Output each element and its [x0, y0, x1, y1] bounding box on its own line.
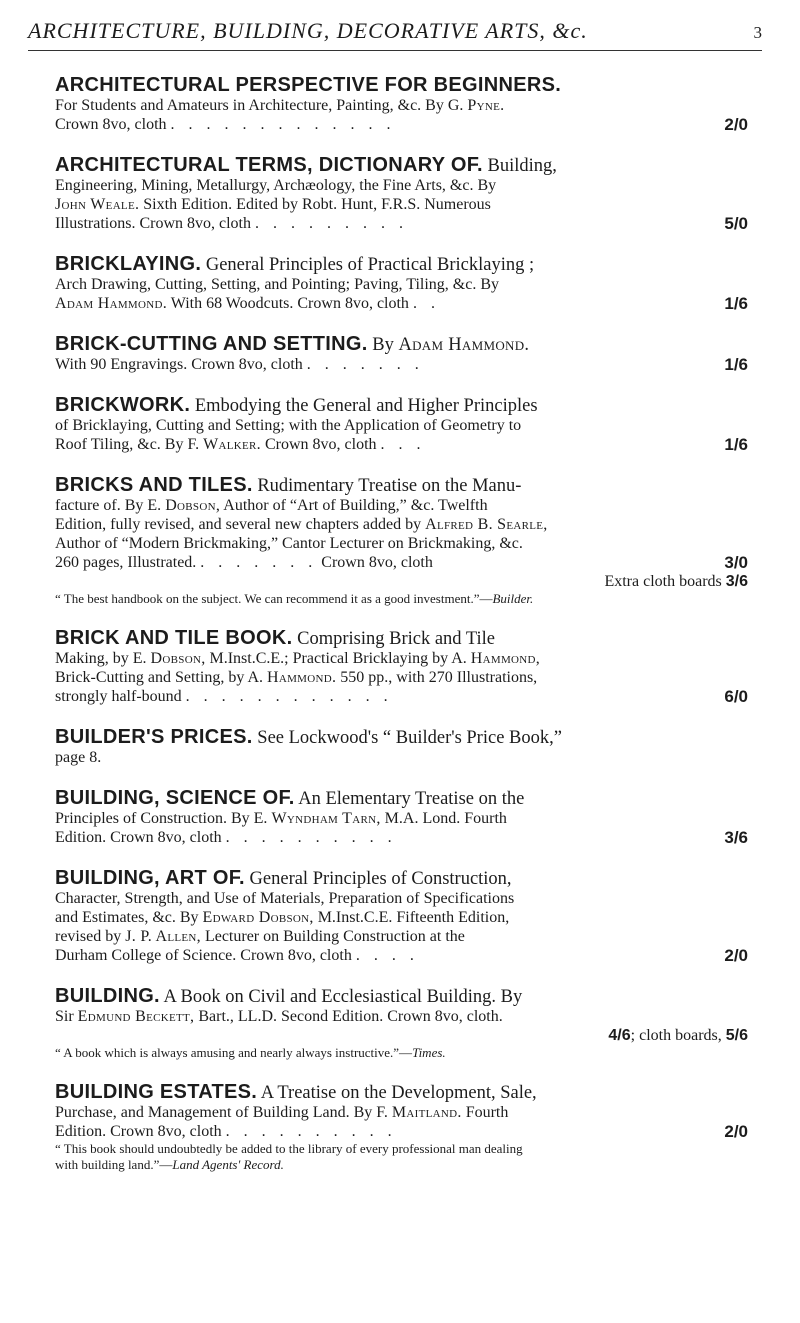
entry-price: 3/6 [724, 828, 748, 847]
quote-text: with building land.”— [55, 1157, 173, 1172]
entry-text: Crown 8vo, cloth [55, 116, 167, 133]
entry-author: J. P. Allen, [125, 928, 201, 945]
entry-text: Sir [55, 1008, 78, 1025]
entry-text: A Treatise on the Development, Sale, [257, 1083, 537, 1103]
entry-text: Embodying the General and Higher Principles [190, 396, 538, 416]
entry-text: Crown 8vo, cloth [260, 436, 377, 453]
entry-price: 2/0 [724, 946, 748, 965]
entry-text: Comprising Brick and Tile [292, 629, 495, 649]
catalogue-entry [55, 156, 748, 233]
entry-heading: BUILDING. [55, 985, 160, 1007]
entry-text: Rudimentary Treatise on the Manu- [252, 476, 522, 496]
entry-text: of Bricklaying, Cutting and Setting; with the Application of Geometry to [55, 417, 522, 434]
entry-text: strongly half-bound [55, 688, 182, 705]
entry-price: 1/6 [724, 355, 748, 374]
entry-text: Author of “Modern Brickmaking,” Cantor Lecturer on Brickmaking, &c. [55, 535, 523, 552]
catalogue-entry [55, 987, 748, 1061]
entry-author: Wyndham Tarn, [271, 810, 381, 827]
entry-price: 1/6 [724, 294, 748, 313]
entry-author: Adam Hammond. [398, 335, 530, 355]
entry-text: revised by [55, 928, 126, 945]
quote-source: Builder. [492, 591, 534, 606]
entry-text: With 68 Woodcuts. Crown 8vo, cloth [167, 295, 409, 312]
entry-price: 6/0 [724, 687, 748, 706]
entry-text: 550 pp., with 270 Illustrations, [336, 669, 538, 686]
leader-dots: . . . . . . . . . . [225, 829, 397, 846]
catalogue-entries [55, 76, 748, 1195]
entry-text: See Lockwood's “ Builder's Price Book,” [252, 728, 562, 748]
entry-author: Alfred B. Searle, [425, 516, 548, 533]
entry-author: Edmund Beckett, [77, 1008, 195, 1025]
entry-heading: BUILDING, SCIENCE OF. [55, 787, 295, 809]
entry-price: 2/0 [724, 115, 748, 134]
entry-heading: ARCHITECTURAL TERMS, DICTIONARY OF. [55, 154, 483, 176]
review-quote-continued [55, 1157, 748, 1173]
page-number: 3 [753, 23, 762, 42]
entry-text: General Principles of Practical Bricklaying ; [201, 255, 535, 275]
leader-dots: . . . . . . . . . [254, 215, 408, 232]
entry-text: With 90 Engravings. Crown 8vo, cloth [55, 356, 303, 373]
quote-text: “ This book should undoubtedly be added to the library of every professional man dealing [55, 1141, 523, 1156]
entry-text: page 8. [55, 749, 102, 766]
catalogue-entry [55, 255, 748, 313]
leader-dots: . . . . . . . [306, 356, 424, 373]
entry-text: M.A. Lond. Fourth [380, 810, 507, 827]
entry-heading: ARCHITECTURAL PERSPECTIVE FOR BEGINNERS. [55, 74, 562, 96]
entry-author: Maitland. [391, 1104, 462, 1121]
entry-text: Crown 8vo, cloth [321, 554, 433, 571]
entry-text: M.Inst.C.E.; Practical Bricklaying by A. [205, 650, 471, 667]
entry-text: Illustrations. Crown 8vo, cloth [55, 215, 251, 232]
entry-text: Edition. Crown 8vo, cloth [55, 829, 222, 846]
quote-text: “ The best handbook on the subject. We can recommend it as a good investment.”— [55, 591, 493, 606]
leader-dots: . . . . [355, 947, 419, 964]
leader-dots: . . . . . . . . . . . . [185, 688, 393, 705]
entry-text: Lecturer on Building Construction at the [200, 928, 465, 945]
entry-heading: BUILDER'S PRICES. [55, 726, 253, 748]
entry-text: An Elementary Treatise on the [294, 789, 525, 809]
entry-heading: BRICKS AND TILES. [55, 474, 253, 496]
entry-text: Character, Strength, and Use of Materials, Preparation of Specifications [55, 890, 515, 907]
leader-dots: . . . [380, 436, 426, 453]
entry-text: Bart., LL.D. Second Edition. Crown 8vo, cloth. [194, 1008, 503, 1025]
review-quote [55, 1045, 748, 1061]
review-quote [55, 591, 748, 607]
entry-author: Dobson, [150, 650, 206, 667]
entry-text: ; cloth boards, [630, 1027, 726, 1044]
entry-text: Building, [482, 156, 557, 176]
entry-text: Sixth Edition. Edited by Robt. Hunt, F.R.S. Numerous [139, 196, 491, 213]
entry-heading: BRICK AND TILE BOOK. [55, 627, 293, 649]
entry-text: Extra cloth boards [604, 573, 722, 590]
entry-text: General Principles of Construction, [244, 869, 512, 889]
entry-heading: BUILDING, ART OF. [55, 867, 245, 889]
quote-text: “ A book which is always amusing and nearly always instructive.”— [55, 1045, 413, 1060]
catalogue-entry [55, 396, 748, 454]
entry-text: By [367, 335, 399, 355]
leader-dots: . . . . . . . [200, 554, 318, 571]
entry-price: 5/0 [724, 214, 748, 233]
catalogue-entry [55, 1083, 748, 1173]
entry-heading: BUILDING ESTATES. [55, 1081, 258, 1103]
running-head [28, 18, 762, 51]
entry-text: Principles of Construction. By E. [55, 810, 272, 827]
running-head-title: ARCHITECTURE, BUILDING, DECORATIVE ARTS, &c. [28, 18, 588, 43]
entry-text: Roof Tiling, &c. By F. [55, 436, 204, 453]
leader-dots: . . [412, 295, 440, 312]
entry-author: Walker. [203, 436, 261, 453]
entry-author: Hammond, [470, 650, 541, 667]
entry-text: Purchase, and Management of Building Land. By F. [55, 1104, 392, 1121]
entry-heading: BRICKWORK. [55, 394, 191, 416]
entry-text: Fourth [461, 1104, 509, 1121]
entry-text: Durham College of Science. Crown 8vo, cloth [55, 947, 352, 964]
entry-text: facture of. By E. [55, 497, 166, 514]
entry-text: and Estimates, &c. By [55, 909, 203, 926]
entry-author: Dobson, [165, 497, 221, 514]
catalogue-entry [55, 629, 748, 706]
entry-price: 2/0 [724, 1122, 748, 1141]
catalogue-entry [55, 476, 748, 607]
entry-author: Pyne. [467, 97, 505, 114]
entry-text: A Book on Civil and Ecclesiastical Building. By [159, 987, 523, 1007]
catalogue-entry [55, 789, 748, 847]
entry-text: Arch Drawing, Cutting, Setting, and Pointing; Paving, Tiling, &c. By [55, 276, 500, 293]
entry-text: Author of “Art of Building,” &c. Twelfth [220, 497, 488, 514]
entry-text: M.Inst.C.E. Fifteenth Edition, [313, 909, 510, 926]
entry-author: Hammond. [267, 669, 337, 686]
review-quote [55, 1141, 748, 1157]
entry-author: John Weale. [55, 196, 140, 213]
entry-heading: BRICK-CUTTING AND SETTING. [55, 333, 368, 355]
catalogue-entry [55, 728, 748, 767]
quote-source: Times. [412, 1045, 446, 1060]
catalogue-entry [55, 76, 748, 134]
entry-text: Brick-Cutting and Setting, by A. [55, 669, 267, 686]
entry-price: 4/6 [608, 1027, 631, 1044]
entry-text: For Students and Amateurs in Architecture, Painting, &c. By G. [55, 97, 468, 114]
catalogue-entry [55, 869, 748, 965]
entry-text: Engineering, Mining, Metallurgy, Archæology, the Fine Arts, &c. By [55, 177, 497, 194]
entry-heading: BRICKLAYING. [55, 253, 202, 275]
entry-price: 1/6 [724, 435, 748, 454]
entry-text: Edition. Crown 8vo, cloth [55, 1123, 222, 1140]
entry-price-alt: 5/6 [725, 1027, 748, 1044]
quote-source: Land Agents' Record. [172, 1157, 284, 1172]
entry-price-alt: 3/6 [725, 573, 748, 590]
catalogue-entry [55, 335, 748, 374]
leader-dots: . . . . . . . . . . . . . [170, 116, 396, 133]
entry-text: 260 pages, Illustrated. [55, 554, 197, 571]
entry-text: Edition, fully revised, and several new chapters added by [55, 516, 426, 533]
entry-author: Edward Dobson, [202, 909, 314, 926]
entry-author: Adam Hammond. [55, 295, 168, 312]
entry-text: Making, by E. [55, 650, 151, 667]
leader-dots: . . . . . . . . . . [225, 1123, 397, 1140]
entry-price: 3/0 [724, 553, 748, 572]
